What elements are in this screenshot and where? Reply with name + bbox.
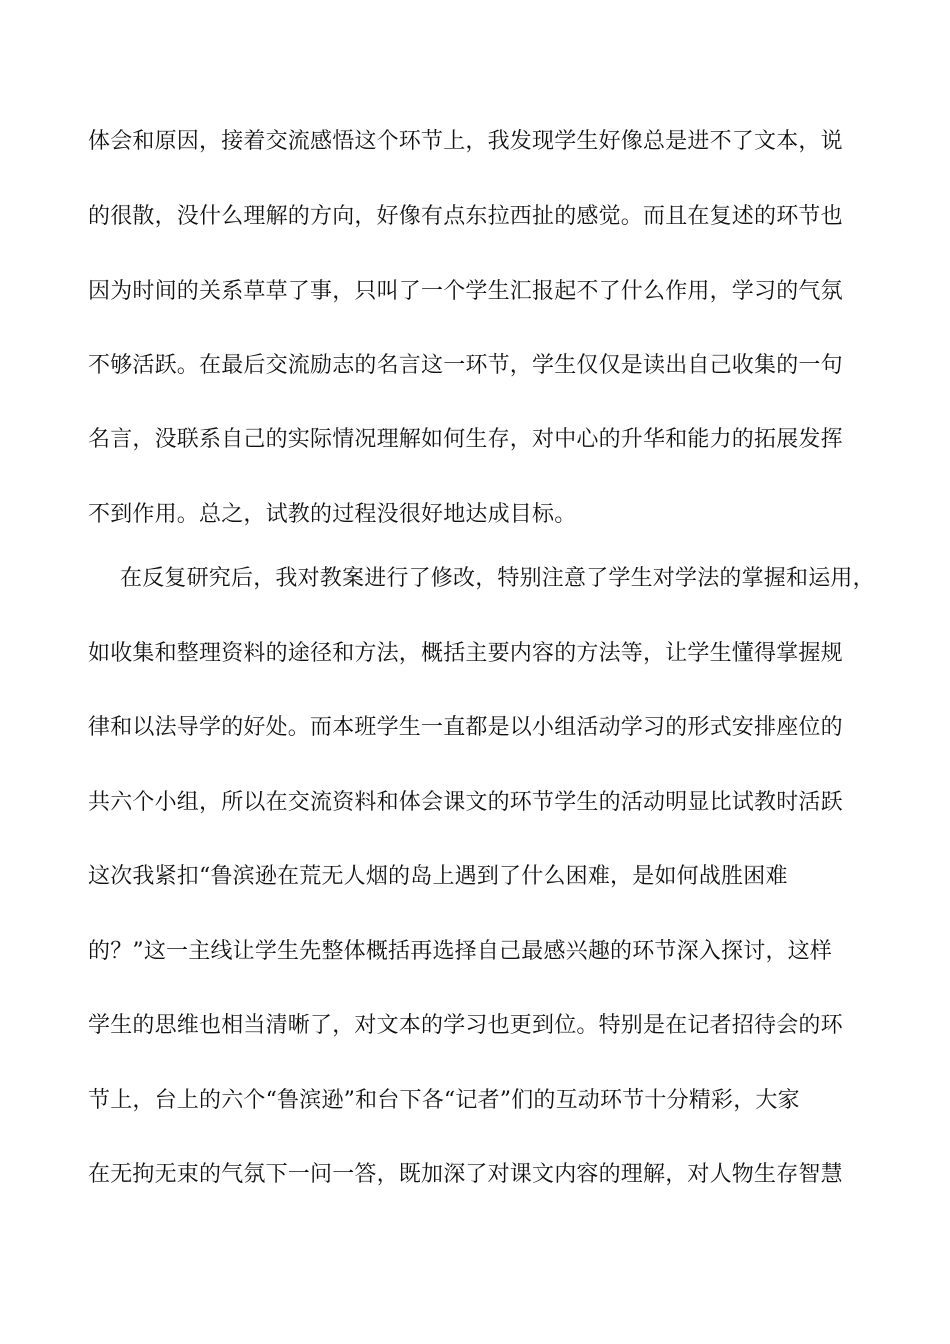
text-line: 体会和原因，接着交流感悟这个环节上，我发现学生好像总是进不了文本，说 (88, 129, 843, 154)
text-line: 的很散，没什么理解的方向，好像有点东拉西扯的感觉。而且在复述的环节也 (88, 204, 843, 229)
paragraph-first-line: 在反复研究后，我对教案进行了修改，特别注意了学生对学法的掌握和运用， (120, 566, 875, 591)
text-line: 不够活跃。在最后交流励志的名言这一环节，学生仅仅是读出自己收集的一句 (88, 353, 843, 378)
text-line: 如收集和整理资料的途径和方法，概括主要内容的方法等，让学生懂得掌握规 (88, 641, 843, 666)
text-line: 的？”这一主线让学生先整体概括再选择自己最感兴趣的环节深入探讨，这样 (88, 939, 833, 964)
text-line: 这次我紧扣“鲁滨逊在荒无人烟的岛上遇到了什么困难，是如何战胜困难 (88, 864, 788, 889)
text-line: 在无拘无束的气氛下一问一答，既加深了对课文内容的理解，对人物生存智慧 (88, 1162, 843, 1187)
text-line: 不到作用。总之，试教的过程没很好地达成目标。 (88, 502, 577, 527)
text-line: 律和以法导学的好处。而本班学生一直都是以小组活动学习的形式安排座位的 (88, 715, 843, 740)
text-line: 学生的思维也相当清晰了，对文本的学习也更到位。特别是在记者招待会的环 (88, 1013, 843, 1038)
text-line: 因为时间的关系草草了事，只叫了一个学生汇报起不了什么作用，学习的气氛 (88, 279, 843, 304)
text-line: 共六个小组，所以在交流资料和体会课文的环节学生的活动明显比试教时活跃 (88, 790, 843, 815)
text-line: 名言，没联系自己的实际情况理解如何生存，对中心的升华和能力的拓展发挥 (88, 427, 843, 452)
text-line: 节上，台上的六个“鲁滨逊”和台下各“记者”们的互动环节十分精彩，大家 (88, 1088, 800, 1113)
